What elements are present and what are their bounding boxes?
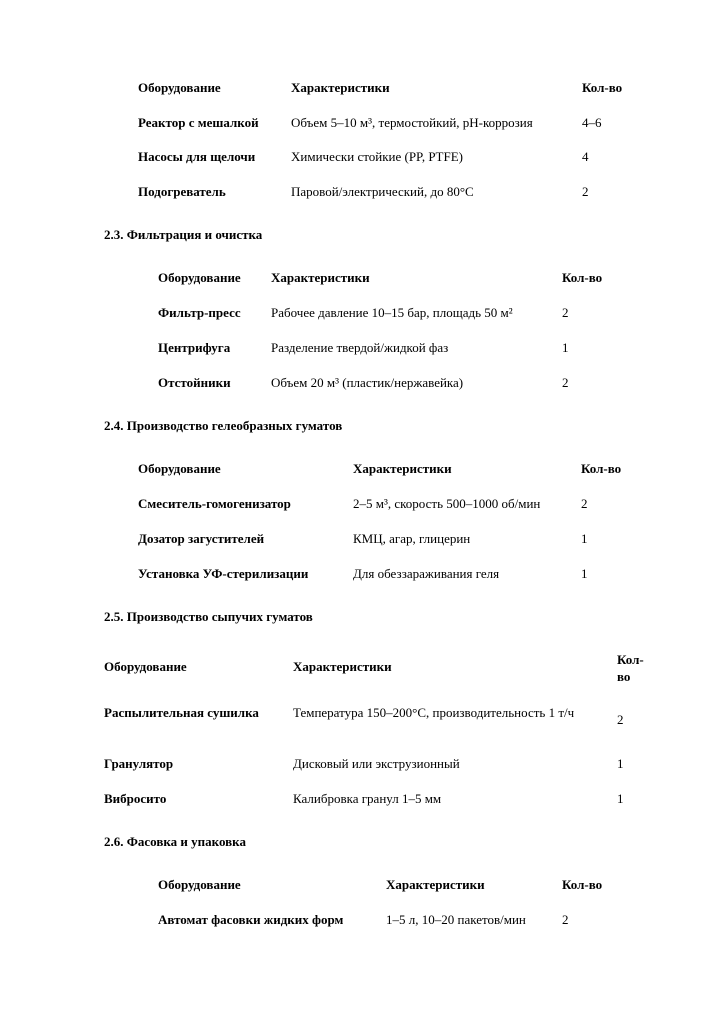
col-header-equipment: Оборудование <box>104 659 187 674</box>
section-title-2-3: 2.3. Фильтрация и очистка <box>104 227 263 242</box>
col-header-specs: Характеристики <box>271 270 370 285</box>
table-row-name: Вибросито <box>104 791 167 806</box>
table-row-name: Насосы для щелочи <box>138 149 256 164</box>
table-row-name: Подогреватель <box>138 184 226 199</box>
table-row-spec: Калибровка гранул 1–5 мм <box>293 791 442 806</box>
table-row-qty: 1 <box>617 791 624 806</box>
table-row-qty: 2 <box>562 305 569 320</box>
table-row-qty: 1 <box>581 566 588 581</box>
col-header-qty: Кол-во <box>581 461 622 476</box>
table-row-spec: Паровой/электрический, до 80°C <box>291 184 474 199</box>
col-header-qty: Кол- во <box>617 652 644 684</box>
col-header-equipment: Оборудование <box>138 461 221 476</box>
table-row-spec: Рабочее давление 10–15 бар, площадь 50 м² <box>271 305 513 320</box>
table-row-spec: Температура 150–200°C, производительность 1 т/ч <box>293 705 575 720</box>
table-row-spec: КМЦ, агар, глицерин <box>353 531 471 546</box>
table-row-name: Гранулятор <box>104 756 174 771</box>
col-header-specs: Характеристики <box>293 659 392 674</box>
table-row-spec: Объем 20 м³ (пластик/нержавейка) <box>271 375 464 390</box>
table-row-qty: 2 <box>562 912 569 927</box>
table-row-qty: 4–6 <box>582 115 602 130</box>
section-title-2-4: 2.4. Производство гелеобразных гуматов <box>104 418 343 433</box>
table-row-qty: 2 <box>562 375 569 390</box>
col-header-specs: Характеристики <box>291 80 390 95</box>
col-header-specs: Характеристики <box>353 461 452 476</box>
table-row-name: Установка УФ-стерилизации <box>138 566 309 581</box>
table-row-name: Фильтр-пресс <box>158 305 241 320</box>
table-row-qty: 2 <box>617 712 624 727</box>
col-header-qty: Кол-во <box>562 877 603 892</box>
table-row-name: Смеситель-гомогенизатор <box>138 496 291 511</box>
col-header-qty: Кол-во <box>562 270 603 285</box>
table-row-qty: 4 <box>582 149 589 164</box>
table-row-qty: 1 <box>562 340 569 355</box>
section-title-2-5: 2.5. Производство сыпучих гуматов <box>104 609 313 624</box>
col-header-equipment: Оборудование <box>138 80 221 95</box>
table-row-spec: Разделение твердой/жидкой фаз <box>271 340 449 355</box>
table-row-qty: 1 <box>617 756 624 771</box>
table-row-name: Распылительная сушилка <box>104 705 259 720</box>
table-row-qty: 2 <box>581 496 588 511</box>
table-row-spec: Объем 5–10 м³, термостойкий, pH-коррозия <box>291 115 533 130</box>
col-header-specs: Характеристики <box>386 877 485 892</box>
col-header-equipment: Оборудование <box>158 877 241 892</box>
table-row-name: Реактор с мешалкой <box>138 115 259 130</box>
table-row-spec: Дисковый или экструзионный <box>293 756 460 771</box>
table-row-name: Центрифуга <box>158 340 231 355</box>
table-row-spec: Для обеззараживания геля <box>353 566 500 581</box>
table-row-qty: 1 <box>581 531 588 546</box>
table-row-spec: 1–5 л, 10–20 пакетов/мин <box>386 912 526 927</box>
col-header-qty: Кол-во <box>582 80 623 95</box>
table-row-name: Отстойники <box>158 375 231 390</box>
col-header-equipment: Оборудование <box>158 270 241 285</box>
section-title-2-6: 2.6. Фасовка и упаковка <box>104 834 246 849</box>
table-row-name: Автомат фасовки жидких форм <box>158 912 344 927</box>
table-row-name: Дозатор загустителей <box>138 531 265 546</box>
table-row-qty: 2 <box>582 184 589 199</box>
table-row-spec: Химически стойкие (PP, PTFE) <box>291 149 464 164</box>
table-row-spec: 2–5 м³, скорость 500–1000 об/мин <box>353 496 541 511</box>
